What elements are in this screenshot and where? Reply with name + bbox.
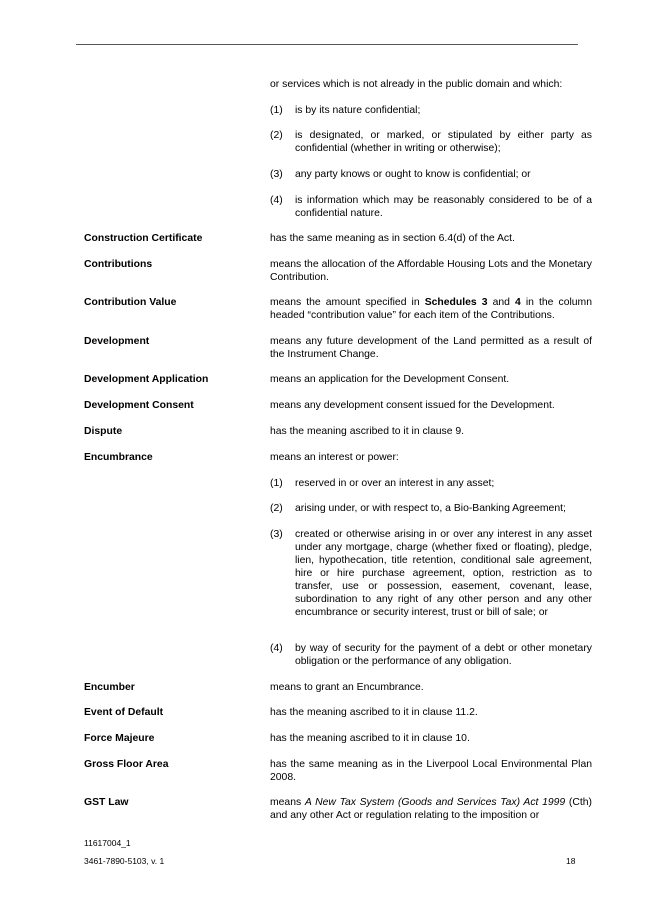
term-gst-law: GST Law bbox=[84, 797, 129, 808]
confidential-item-3 bbox=[270, 168, 592, 181]
footer-reference: 3461-7890-5103, v. 1 bbox=[84, 856, 165, 866]
page-number: 18 bbox=[566, 856, 576, 866]
item-number: (3) bbox=[270, 169, 283, 180]
term-force-majeure: Force Majeure bbox=[84, 733, 155, 744]
item-text: is by its nature confidential; bbox=[295, 105, 421, 116]
def-development-application: means an application for the Development Consent. bbox=[270, 374, 510, 385]
term-development: Development bbox=[84, 336, 150, 347]
confidential-intro: or services which is not already in the public domain and which: bbox=[270, 79, 563, 90]
confidential-item-1 bbox=[270, 104, 592, 117]
def-gross-floor-area: has the same meaning as in the Liverpool Local Environmental Plan 2008. bbox=[270, 759, 592, 783]
term-encumbrance: Encumbrance bbox=[84, 452, 153, 463]
confidential-item-2 bbox=[270, 129, 592, 155]
term-encumber: Encumber bbox=[84, 682, 135, 693]
item-text: arising under, or with respect to, a Bio-Banking Agreement; bbox=[295, 503, 566, 514]
item-number: (1) bbox=[270, 478, 283, 489]
term-contributions: Contributions bbox=[84, 259, 153, 270]
def-encumber: means to grant an Encumbrance. bbox=[270, 682, 424, 693]
def-development-consent: means any development consent issued for the Development. bbox=[270, 400, 555, 411]
header-rule bbox=[76, 44, 578, 45]
item-number: (4) bbox=[270, 195, 283, 206]
item-number: (4) bbox=[270, 643, 283, 654]
def-contribution-value: means the amount specified in Schedules 3 and 4 in the column headed “contribution value” for each item of the Contributions. bbox=[270, 297, 592, 321]
term-event-of-default: Event of Default bbox=[84, 707, 164, 718]
term-gross-floor-area: Gross Floor Area bbox=[84, 759, 169, 770]
term-dispute: Dispute bbox=[84, 426, 123, 437]
def-dispute: has the meaning ascribed to it in clause 9. bbox=[270, 426, 465, 437]
def-gst-law: means A New Tax System (Goods and Services Tax) Act 1999 (Cth) and any other Act or regulation relating to the imposition or bbox=[270, 797, 592, 821]
encumbrance-item-1 bbox=[270, 477, 592, 490]
def-encumbrance: means an interest or power: bbox=[270, 452, 399, 463]
term-construction-certificate: Construction Certificate bbox=[84, 233, 203, 244]
def-development: means any future development of the Land permitted as a result of the Instrument Change. bbox=[270, 336, 592, 360]
item-text: by way of security for the payment of a debt or other monetary obligation or the performance of any obligation. bbox=[295, 643, 592, 667]
term-development-consent: Development Consent bbox=[84, 400, 194, 411]
item-number: (2) bbox=[270, 130, 283, 141]
def-event-of-default: has the meaning ascribed to it in clause 11.2. bbox=[270, 707, 478, 718]
confidential-item-4 bbox=[270, 194, 592, 220]
item-number: (2) bbox=[270, 503, 283, 514]
encumbrance-item-3 bbox=[270, 528, 592, 619]
term-contribution-value: Contribution Value bbox=[84, 297, 177, 308]
term-development-application: Development Application bbox=[84, 374, 209, 385]
encumbrance-item-2 bbox=[270, 502, 592, 515]
item-text: reserved in or over an interest in any asset; bbox=[295, 478, 495, 489]
item-text: is information which may be reasonably considered to be of a confidential nature. bbox=[295, 195, 592, 219]
def-force-majeure: has the meaning ascribed to it in clause 10. bbox=[270, 733, 470, 744]
item-text: created or otherwise arising in or over any interest in any asset under any mortgage, charge (whether fixed or floating), pledge, lien, hypothecation, title retention, conditional sale agreement, hire or hire purchase agreement, option, restriction as to transfer, use or possession, easement, covenant, lease, subordination to any right of any other person and any other encumbrance or security interest, trust or bill of sale; or bbox=[295, 529, 592, 618]
def-construction-certificate: has the same meaning as in section 6.4(d) of the Act. bbox=[270, 233, 515, 244]
def-contributions: means the allocation of the Affordable Housing Lots and the Monetary Contribution. bbox=[270, 259, 592, 283]
item-number: (3) bbox=[270, 529, 283, 540]
item-text: is designated, or marked, or stipulated by either party as confidential (whether in writing or otherwise); bbox=[295, 130, 592, 154]
footer-doc-number: 11617004_1 bbox=[84, 838, 131, 848]
encumbrance-item-4 bbox=[270, 642, 592, 668]
item-text: any party knows or ought to know is confidential; or bbox=[295, 169, 531, 180]
item-number: (1) bbox=[270, 105, 283, 116]
